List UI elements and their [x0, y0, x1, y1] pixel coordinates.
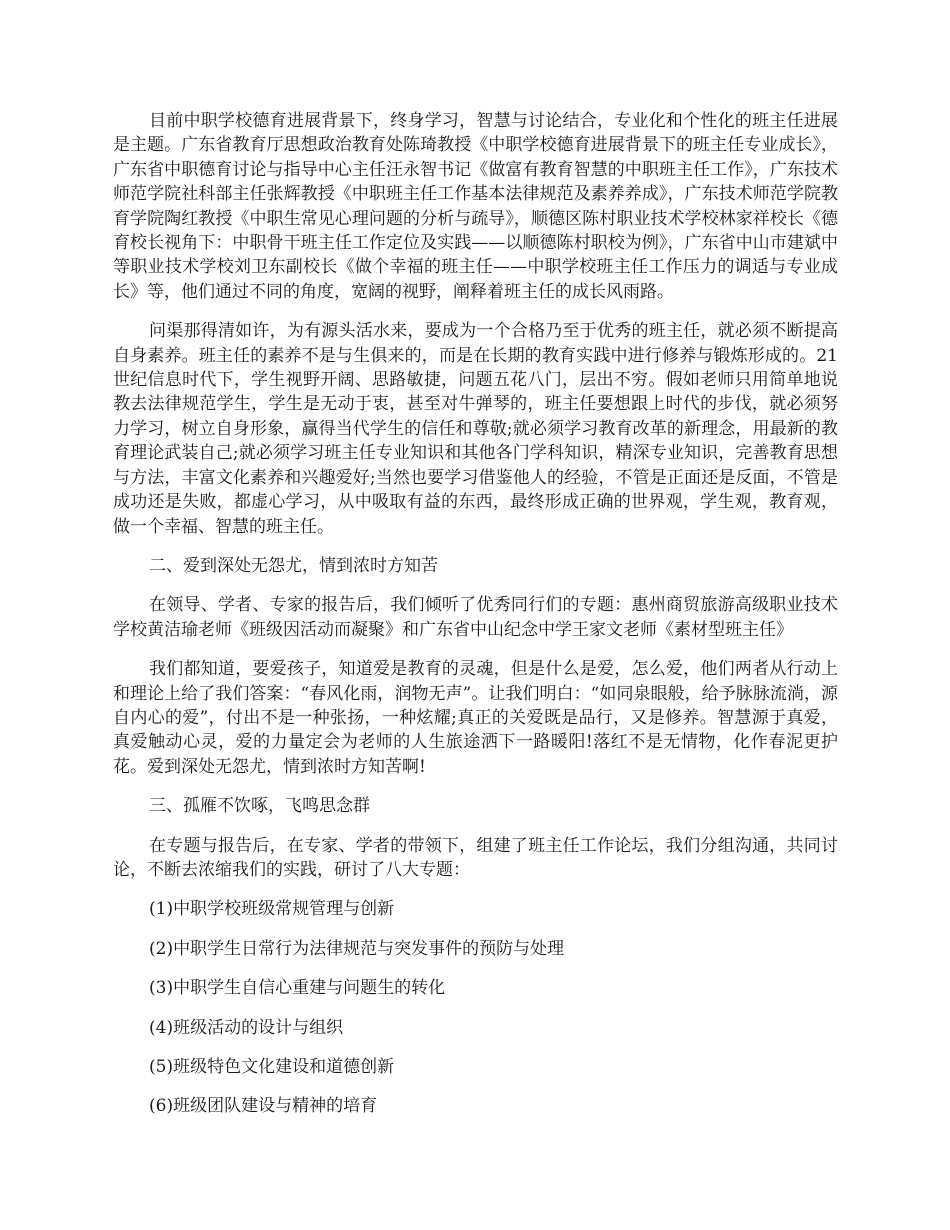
topic-list-item: (6)班级团队建设与精神的培育: [149, 1096, 378, 1117]
paragraph-training-overview: 目前中职学校德育进展背景下，终身学习，智慧与讨论结合，专业化和个性化的班主任进展是主题。广东省教育厅思想政治教育处陈琦教授《中职学校德育进展背景下的班主任专业成长》，广东省中职德育讨论与指导中心主任汪永智书记《做富有教育智慧的中职班主任工作》，广东技术师范学院社科部主任张辉教授《中职班主任工作基本法律规范及素养养成》，广东技术师范学院教育学院陶红教授《中职生常见心理问题的分析与疏导》，顺德区陈村职业技术学校林家祥校长《德育校长视角下：中职骨干班主任工作定位及实践——以顺德陈村职校为例》，广东省中山市建斌中等职业技术学校刘卫东副校长《做个幸福的班主任——中职学校班主任工作压力的调适与专业成长》等，他们通过不同的角度，宽阔的视野，阐释着班主任的成长风雨路。: [113, 111, 838, 302]
topic-list-item: (4)班级活动的设计与组织: [149, 1017, 344, 1038]
paragraph-self-improvement: 问渠那得清如许，为有源头活水来，要成为一个合格乃至于优秀的班主任，就必须不断提高自身素养。班主任的素养不是与生俱来的，而是在长期的教育实践中进行修养与锻炼形成的。21世纪信息时代下，学生视野开阔、思路敏捷，问题五花八门，层出不穷。假如老师只用简单地说教去法律规范学生，学生是无动于衷，甚至对牛弹琴的，班主任要想跟上时代的步伐，就必须努力学习，树立自身形象，赢得当代学生的信任和尊敬;就必须学习教育改革的新理念，用最新的教育理论武装自己;就必须学习班主任专业知识和其他各门学科知识，精深专业知识，完善教育思想与方法，丰富文化素养和兴趣爱好;当然也要学习借鉴他人的经验，不管是正面还是反面，不管是成功还是失败，都虚心学习，从中吸取有益的东西，最终形成正确的世界观，学生观，教育观，做一个幸福、智慧的班主任。: [113, 321, 838, 537]
paragraph-peer-topics: 在领导、学者、专家的报告后，我们倾听了优秀同行们的专题：惠州商贸旅游高级职业技术学校黄洁瑜老师《班级因活动而凝聚》和广东省中山纪念中学王家文老师《素材型班主任》: [113, 595, 838, 640]
topic-list-item: (1)中职学校班级常规管理与创新: [149, 899, 395, 920]
paragraph-forum-intro: 在专题与报告后，在专家、学者的带领下，组建了班主任工作论坛，我们分组沟通，共同讨论，不断去浓缩我们的实践，研讨了八大专题：: [113, 835, 838, 880]
document-body: [113, 109, 838, 1134]
topic-list-item: (2)中职学生日常行为法律规范与突发事件的预防与处理: [149, 938, 565, 959]
paragraph-love-education: 我们都知道，要爱孩子，知道爱是教育的灵魂，但是什么是爱，怎么爱，他们两者从行动上和理论上给了我们答案：“春风化雨，润物无声”。让我们明白：“如同泉眼般，给予脉脉流淌，源自内心的爱”，付出不是一种张扬，一种炫耀;真正的关爱既是品行，又是修养。智慧源于真爱，真爱触动心灵，爱的力量定会为老师的人生旅途洒下一路暖阳!落红不是无情物，化作春泥更护花。爱到深处无怨尤，情到浓时方知苦啊!: [113, 659, 838, 777]
section-heading-2: 二、爱到深处无怨尤，情到浓时方知苦: [149, 555, 438, 576]
topic-list-item: (5)班级特色文化建设和道德创新: [149, 1057, 395, 1077]
section-heading-3: 三、孤雁不饮啄，飞鸣思念群: [149, 796, 370, 817]
topic-list-item: (3)中职学生自信心重建与问题生的转化: [149, 978, 446, 999]
